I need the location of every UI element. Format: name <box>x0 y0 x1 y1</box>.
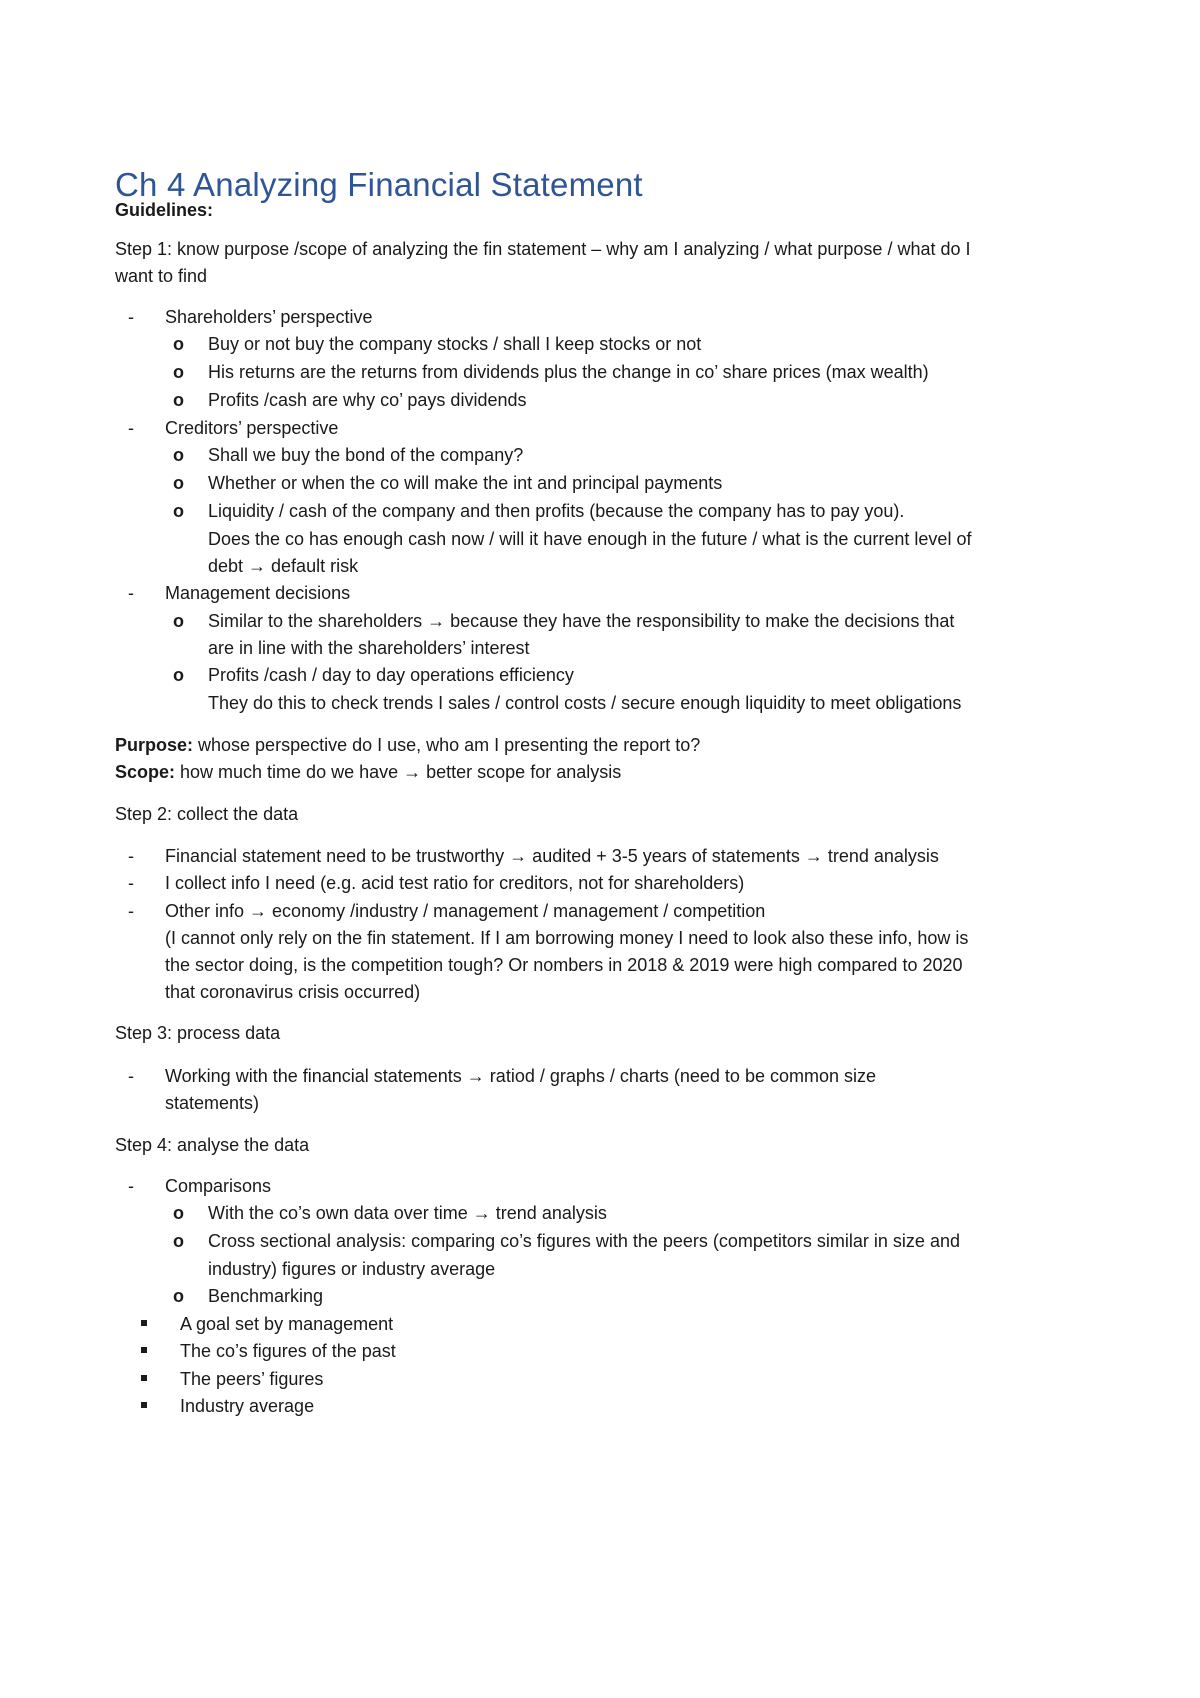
list-item: Financial statement need to be trustworthy → audited + 3-5 years of statements → trend analysis <box>165 846 939 866</box>
dash-bullet: - <box>128 418 134 438</box>
scope-text: how much time do we have → better scope for analysis <box>175 762 622 782</box>
list-item: Cross sectional analysis: comparing co’s figures with the peers (competitors similar in size and <box>208 1231 960 1251</box>
list-item: Buy or not buy the company stocks / shall I keep stocks or not <box>208 334 702 354</box>
list-item-continuation: statements) <box>165 1093 260 1113</box>
list-item: Similar to the shareholders → because they have the responsibility to make the decisions that <box>208 611 955 631</box>
step3-heading: Step 3: process data <box>115 1023 281 1043</box>
list-item: Benchmarking <box>208 1286 324 1306</box>
scope-line <box>115 760 621 784</box>
dash-bullet: - <box>128 901 134 921</box>
list-item: Shall we buy the bond of the company? <box>208 445 524 465</box>
list-item-continuation: are in line with the shareholders’ interest <box>208 638 530 658</box>
square-bullet <box>141 1339 147 1363</box>
circle-bullet: o <box>173 501 184 521</box>
list-item: Other info → economy /industry / management / management / competition <box>165 901 766 921</box>
dash-bullet: - <box>128 873 134 893</box>
page-title: Ch 4 Analyzing Financial Statement <box>115 166 643 203</box>
comparisons-label: Comparisons <box>165 1176 272 1196</box>
list-item: Profits /cash are why co’ pays dividends <box>208 390 527 410</box>
dash-bullet: - <box>128 1176 134 1196</box>
dash-bullet: - <box>128 1066 134 1086</box>
square-bullet <box>141 1312 147 1336</box>
circle-bullet: o <box>173 611 184 631</box>
list-item: His returns are the returns from dividends plus the change in co’ share prices (max wealth) <box>208 362 929 382</box>
list-item-continuation: debt → default risk <box>208 556 359 576</box>
list-item: Whether or when the co will make the int and principal payments <box>208 473 723 493</box>
list-item: I collect info I need (e.g. acid test ratio for creditors, not for shareholders) <box>165 873 745 893</box>
step2-heading: Step 2: collect the data <box>115 804 299 824</box>
list-item: A goal set by management <box>180 1314 394 1334</box>
circle-bullet: o <box>173 1231 184 1251</box>
list-item-continuation: that coronavirus crisis occurred) <box>165 982 421 1002</box>
circle-bullet: o <box>173 1286 184 1306</box>
shareholders-label: Shareholders’ perspective <box>165 307 373 327</box>
list-item-continuation: (I cannot only rely on the fin statement. If I am borrowing money I need to look also these info, how is <box>165 928 969 948</box>
step4-heading: Step 4: analyse the data <box>115 1135 310 1155</box>
list-item: Working with the financial statements → ratiod / graphs / charts (need to be common size <box>165 1066 876 1086</box>
list-item-continuation: Does the co has enough cash now / will it have enough in the future / what is the current level of <box>208 529 972 549</box>
circle-bullet: o <box>173 445 184 465</box>
circle-bullet: o <box>173 390 184 410</box>
purpose-line <box>115 733 700 757</box>
management-label: Management decisions <box>165 583 351 603</box>
creditors-label: Creditors’ perspective <box>165 418 339 438</box>
list-item: The peers’ figures <box>180 1369 324 1389</box>
list-item-continuation: They do this to check trends I sales / control costs / secure enough liquidity to meet obligations <box>208 693 962 713</box>
list-item-continuation: the sector doing, is the competition tough? Or nombers in 2018 & 2019 were high compared to 2020 <box>165 955 963 975</box>
list-item: The co’s figures of the past <box>180 1341 396 1361</box>
dash-bullet: - <box>128 307 134 327</box>
circle-bullet: o <box>173 1203 184 1223</box>
purpose-label: Purpose: <box>115 735 194 755</box>
purpose-text: whose perspective do I use, who am I presenting the report to? <box>193 735 701 755</box>
dash-bullet: - <box>128 583 134 603</box>
guidelines-label: Guidelines: <box>115 200 214 220</box>
dash-bullet: - <box>128 846 134 866</box>
step1-line2: want to find <box>115 266 208 286</box>
scope-label: Scope: <box>115 762 176 782</box>
step1-line1: Step 1: know purpose /scope of analyzing the fin statement – why am I analyzing / what purpose / what do I <box>115 239 971 259</box>
list-item: Liquidity / cash of the company and then profits (because the company has to pay you). <box>208 501 905 521</box>
circle-bullet: o <box>173 473 184 493</box>
square-bullet <box>141 1367 147 1391</box>
square-bullet <box>141 1394 147 1418</box>
list-item: Industry average <box>180 1396 315 1416</box>
list-item-continuation: industry) figures or industry average <box>208 1259 496 1279</box>
list-item: With the co’s own data over time → trend analysis <box>208 1203 607 1223</box>
circle-bullet: o <box>173 362 184 382</box>
circle-bullet: o <box>173 334 184 354</box>
circle-bullet: o <box>173 665 184 685</box>
list-item: Profits /cash / day to day operations efficiency <box>208 665 574 685</box>
